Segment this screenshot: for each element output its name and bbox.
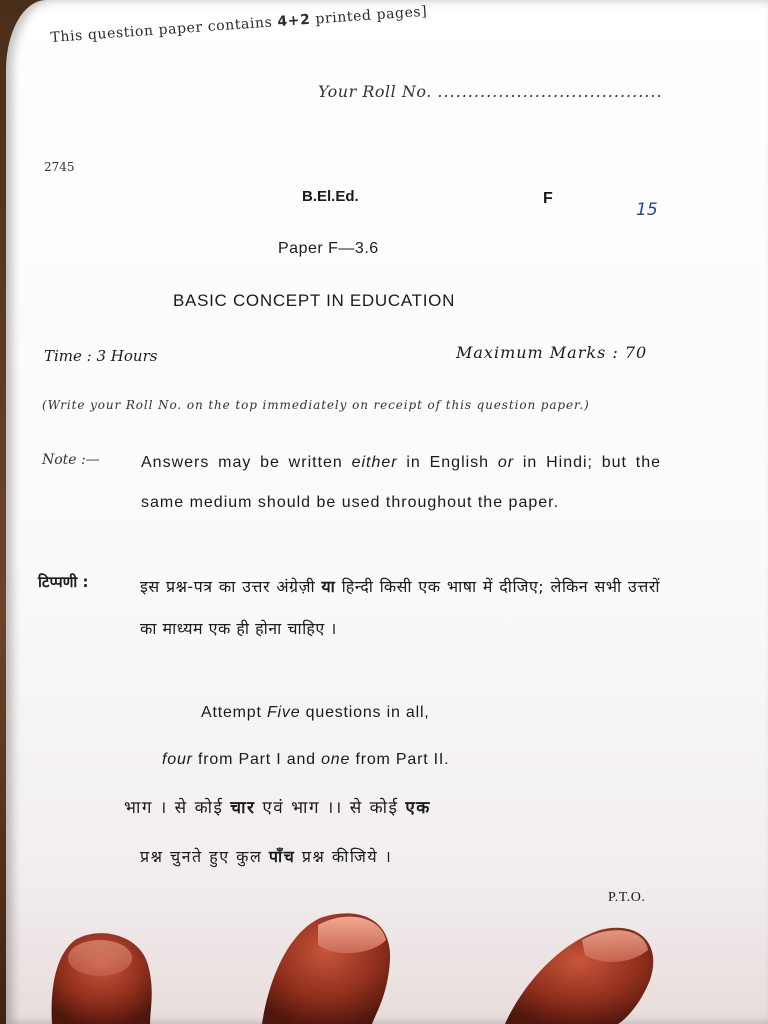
- attempt-five: Five: [266, 704, 301, 721]
- note-text-3: in Hindi; but the same medium should be used throughout the paper.: [141, 454, 662, 511]
- handwritten-mark: 15: [636, 200, 658, 220]
- note-text: [141, 443, 661, 523]
- attempt-1b: questions in all,: [300, 704, 430, 721]
- course-name: B.El.Ed.: [302, 188, 359, 205]
- roll-instruction: (Write your Roll No. on the top immediately on receipt of this question paper.): [42, 398, 590, 412]
- hindi-paanch: पाँच: [268, 847, 296, 866]
- tippani-label: टिप्पणी :: [38, 573, 89, 591]
- attempt-four: four: [162, 751, 193, 768]
- maximum-marks: Maximum Marks : 70: [456, 343, 648, 362]
- hindi-1b: एवं भाग ।। से कोई: [255, 798, 406, 818]
- attempt-one: one: [321, 751, 351, 768]
- hindi-ek: एक: [405, 798, 431, 818]
- paper-title: BASIC CONCEPT IN EDUCATION: [173, 291, 456, 310]
- roll-blank: .....................................: [437, 82, 663, 101]
- question-paper-sheet: [6, 0, 768, 1024]
- hindi-1a: भाग । से कोई: [124, 798, 231, 818]
- roll-number-line: [318, 82, 663, 101]
- page-count-header: [50, 4, 428, 46]
- note-text-1: Answers may be written: [141, 454, 352, 471]
- hindi-chaar: चार: [230, 798, 256, 818]
- tippani-text: [140, 566, 660, 650]
- note-text-2: in English: [397, 454, 498, 471]
- header-prefix: This question paper contains: [50, 14, 273, 46]
- tippani-text-2: हिन्दी किसी एक भाषा में दीजिए; लेकिन सभी उत्तरों का माध्यम एक ही होना चाहिए ।: [140, 577, 661, 638]
- attempt-2a: from Part I and: [192, 751, 322, 768]
- attempt-1a: Attempt: [201, 704, 267, 721]
- hindi-attempt-line-1: [124, 795, 431, 818]
- note-label: Note :—: [42, 452, 100, 468]
- roll-label: Your Roll No.: [318, 82, 432, 101]
- page-count: 4+2: [276, 11, 311, 31]
- paper-number: Paper F—3.6: [278, 240, 379, 257]
- tippani-text-1: इस प्रश्न-पत्र का उत्तर अंग्रेज़ी: [140, 577, 322, 596]
- attempt-line-2: [162, 751, 449, 769]
- hindi-2b: प्रश्न कीजिये ।: [295, 847, 393, 866]
- tippani-ya: या: [321, 577, 336, 596]
- paper-variant: F: [543, 190, 553, 207]
- attempt-2b: from Part II.: [350, 751, 450, 768]
- please-turn-over: P.T.O.: [608, 890, 646, 905]
- header-suffix: printed pages]: [314, 3, 428, 28]
- paper-code: 2745: [44, 160, 75, 174]
- attempt-line-1: [201, 704, 430, 722]
- note-or: or: [497, 454, 515, 471]
- hindi-2a: प्रश्न चुनते हुए कुल: [140, 847, 269, 866]
- note-either: either: [351, 454, 398, 471]
- time-allowed: Time : 3 Hours: [44, 347, 158, 365]
- hindi-attempt-line-2: [140, 845, 392, 867]
